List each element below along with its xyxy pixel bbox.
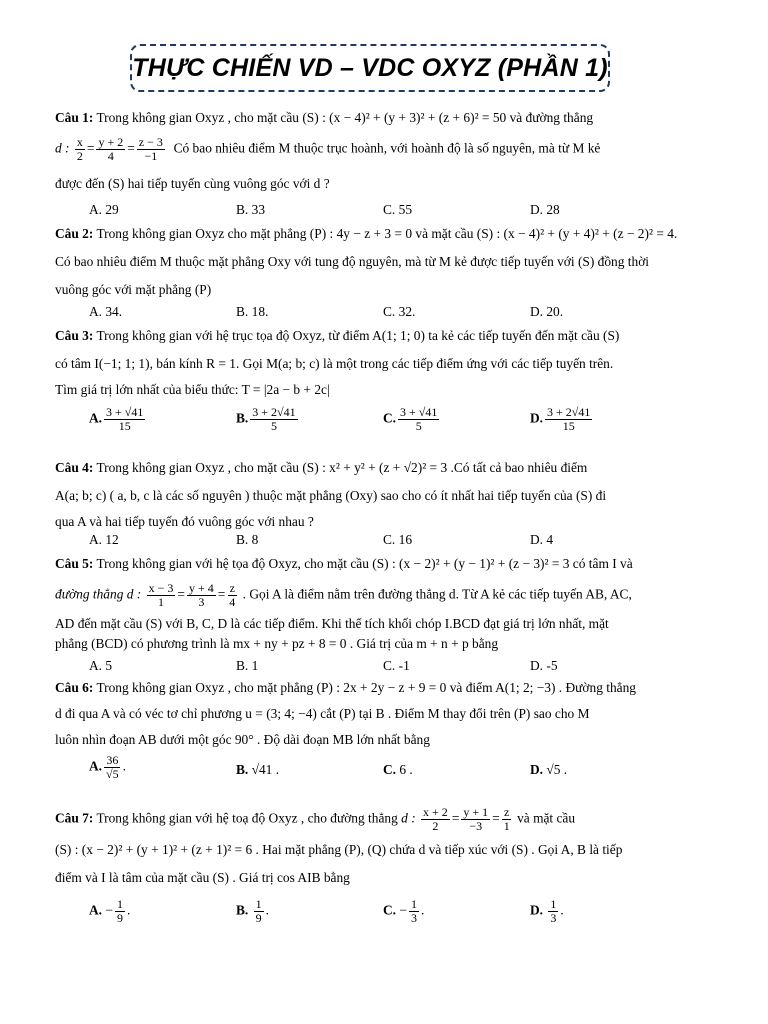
q4-option-d[interactable]: D. 4 xyxy=(530,532,554,547)
q5-option-c[interactable]: C. -1 xyxy=(383,658,410,673)
q4-option-a[interactable]: A. 12 xyxy=(89,532,119,547)
q6-line-3: luôn nhìn đoạn AB dưới một góc 90° . Độ dài đoạn MB lớn nhất bằng xyxy=(55,732,430,747)
q1-option-c[interactable]: C. 55 xyxy=(383,202,413,217)
page-title: THỰC CHIẾN VD – VDC OXYZ (PHẦN 1) xyxy=(132,53,608,82)
q6-line-1: Câu 6: Trong không gian Oxyz , cho mặt phẳng (P) : 2x + 2y − z + 9 = 0 và điểm A(1; 2; −3) . Đường thẳng xyxy=(55,680,636,695)
q7-option-c[interactable]: C. − $\frac{1}{3}$ . xyxy=(383,897,425,925)
q4-option-b[interactable]: B. 8 xyxy=(236,532,259,547)
q4-option-c[interactable]: C. 16 xyxy=(383,532,413,547)
q1-option-a[interactable]: A. 29 xyxy=(89,202,119,217)
q5-line-3: AD đến mặt cầu (S) với B, C, D là các tiếp điểm. Khi thể tích khối chóp I.BCD đạt giá trị lớn nhất, mặt xyxy=(55,616,609,631)
q1-line-1: Câu 1: Trong không gian Oxyz , cho mặt cầu (S) : (x − 4)² + (y + 3)² + (z + 6)² = 50 và đường thẳng xyxy=(55,110,594,125)
q4-line-3: qua A và hai tiếp tuyến đó vuông góc với nhau ? xyxy=(55,514,314,529)
q5-line-4: phẳng (BCD) có phương trình là mx + ny + pz + 8 = 0 . Giá trị của m + n + p bằng xyxy=(55,636,499,651)
q3-line-3: Tìm giá trị lớn nhất của biểu thức: T = |2a − b + 2c| xyxy=(55,382,330,397)
q1-option-b[interactable]: B. 33 xyxy=(236,202,266,217)
q5-option-b[interactable]: B. 1 xyxy=(236,658,259,673)
q5-option-d[interactable]: D. -5 xyxy=(530,658,558,673)
q6-option-a[interactable]: A. $\frac{36}{√5}$ . xyxy=(89,753,126,781)
q2-option-c[interactable]: C. 32. xyxy=(383,304,416,319)
q7-option-b[interactable]: B. $\frac{1}{9}$ . xyxy=(236,897,269,925)
q7-option-d[interactable]: D. $\frac{1}{3}$ . xyxy=(530,897,564,925)
q7-option-a[interactable]: A. − $\frac{1}{9}$ . xyxy=(89,897,131,925)
q2-option-b[interactable]: B. 18. xyxy=(236,304,269,319)
q3-option-a[interactable]: A. $\frac{3 + √41}{15}$ xyxy=(89,405,144,433)
q1-line-d: d : $\frac{x}{2}$ = $\frac{y + 2}{4}$ = $\frac{z - 3}{-1}$ Có bao nhiêu điểm M thuộc trục hoành, với hoành độ là số nguyên, mà từ M kẻ xyxy=(55,135,601,163)
q5-option-a[interactable]: A. 5 xyxy=(89,658,113,673)
q3-option-c[interactable]: C. $\frac{3 + √41}{5}$ xyxy=(383,405,438,433)
q6-option-c[interactable]: C. 6 . xyxy=(383,762,413,777)
q3-line-1: Câu 3: Trong không gian với hệ trục tọa độ Oxyz, từ điểm A(1; 1; 0) ta kẻ các tiếp tuyến đến mặt cầu (S) xyxy=(55,328,620,343)
q2-option-a[interactable]: A. 34. xyxy=(89,304,123,319)
q7-line-1: Câu 7: Trong không gian với hệ toạ độ Oxyz , cho đường thẳng d : $\frac{x + 2}{2}$ = $\frac{y + 1}{-3}$ = $\frac{z}{1}$ và mặt cầu xyxy=(55,805,576,833)
q1-line-3: được đến (S) hai tiếp tuyến cùng vuông góc với d ? xyxy=(55,176,330,191)
q4-line-2: A(a; b; c) ( a, b, c là các số nguyên ) thuộc mặt phẳng (Oxy) sao cho có ít nhất hai tiếp tuyến của (S) đi xyxy=(55,488,607,503)
q6-line-2: d đi qua A và có véc tơ chỉ phương u = (3; 4; −4) cắt (P) tại B . Điểm M thay đổi trên (P) sao cho M xyxy=(55,706,590,721)
q1-option-d[interactable]: D. 28 xyxy=(530,202,560,217)
q4-line-1: Câu 4: Trong không gian Oxyz , cho mặt cầu (S) : x² + y² + (z + √2)² = 3 .Có tất cả bao nhiêu điểm xyxy=(55,460,588,475)
q6-option-d[interactable]: D. √5 . xyxy=(530,762,568,777)
q3-option-d[interactable]: D. $\frac{3 + 2√41}{15}$ xyxy=(530,405,591,433)
q6-option-b[interactable]: B. √41 . xyxy=(236,762,280,777)
q7-line-2: (S) : (x − 2)² + (y + 1)² + (z + 1)² = 6 . Hai mặt phẳng (P), (Q) chứa d và tiếp xúc với (S) . Gọi A, B là tiếp xyxy=(55,842,623,857)
q3-line-2: có tâm I(−1; 1; 1), bán kính R = 1. Gọi M(a; b; c) là một trong các tiếp điểm ứng với các tiếp tuyến trên. xyxy=(55,356,614,371)
q5-line-1: Câu 5: Trong không gian với hệ tọa độ Oxyz, cho mặt cầu (S) : (x − 2)² + (y − 1)² + (z − 3)² = 3 có tâm I và xyxy=(55,556,633,571)
q2-line-2: Có bao nhiêu điểm M thuộc mặt phẳng Oxy với tung độ nguyên, mà từ M kẻ được tiếp tuyến với (S) đồng thời xyxy=(55,254,650,269)
q7-line-3: điểm và I là tâm của mặt cầu (S) . Giá trị cos AIB bằng xyxy=(55,870,350,885)
q2-option-d[interactable]: D. 20. xyxy=(530,304,564,319)
title-box xyxy=(130,44,610,92)
q2-line-3: vuông góc với mặt phẳng (P) xyxy=(55,282,212,297)
q2-line-1: Câu 2: Trong không gian Oxyz cho mặt phẳng (P) : 4y − z + 3 = 0 và mặt cầu (S) : (x − 4)² + (y + 4)² + (z − 2)² = 4. xyxy=(55,226,678,241)
q5-line-d: đường thẳng d : $\frac{x - 3}{1}$ = $\frac{y + 4}{3}$ = $\frac{z}{4}$ . Gọi A là điểm nằm trên đường thẳng d. Từ A kẻ các tiếp tuyến AB, AC, xyxy=(55,581,632,609)
q3-option-b[interactable]: B. $\frac{3 + 2√41}{5}$ xyxy=(236,405,296,433)
